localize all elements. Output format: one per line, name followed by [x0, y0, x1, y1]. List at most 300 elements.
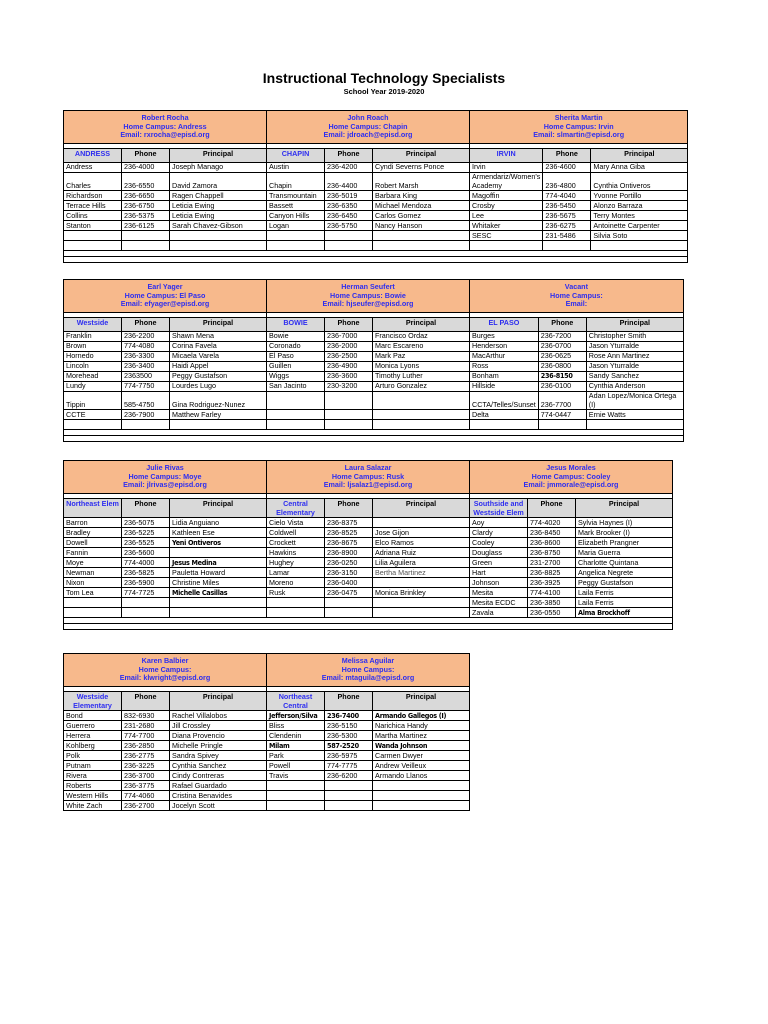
school-cell: Dowell [64, 538, 122, 548]
phone-cell: 236-8150 [538, 372, 586, 382]
specialist-name: Jesus Morales [546, 463, 596, 473]
principal-cell [373, 578, 470, 588]
spacer-cell [64, 624, 673, 630]
principal-cell [586, 420, 683, 430]
phone-cell: 774-4100 [528, 588, 576, 598]
phone-cell [325, 392, 373, 410]
specialist-header [267, 280, 470, 313]
principal-cell [170, 420, 267, 430]
phone-cell: 236-4600 [543, 163, 591, 173]
principal-header: Principal [170, 499, 267, 518]
principal-cell [373, 392, 470, 410]
phone-cell: 236-7700 [538, 392, 586, 410]
school-group-header: ANDRESS [64, 149, 122, 163]
school-cell: Bliss [267, 721, 325, 731]
principal-cell: Cynthia Anderson [586, 382, 683, 392]
principal-cell: Charlotte Quintana [576, 558, 673, 568]
principal-header: Principal [373, 149, 470, 163]
table-row [64, 173, 688, 191]
phone-cell: 236-7200 [538, 332, 586, 342]
phone-cell [325, 598, 373, 608]
phone-cell: 585-4750 [122, 392, 170, 410]
table-row [64, 731, 470, 741]
table-row [64, 801, 470, 811]
principal-cell: Monica Brinkley [373, 588, 470, 598]
principal-cell: Corina Favela [170, 342, 267, 352]
principal-cell: Laila Ferris [576, 598, 673, 608]
school-cell: Clardy [470, 528, 528, 538]
specialist-name: Robert Rocha [141, 113, 189, 123]
phone-cell: 774-4060 [122, 791, 170, 801]
school-cell: Rivera [64, 771, 122, 781]
phone-cell: 236-6275 [543, 221, 591, 231]
table-row [64, 578, 673, 588]
phone-cell: 236-8525 [325, 528, 373, 538]
table-row [64, 598, 673, 608]
principal-cell: Rose Ann Martinez [586, 352, 683, 362]
phone-cell: 236-2200 [122, 332, 170, 342]
school-cell: Mesita ECDC [470, 598, 528, 608]
principal-cell: Marc Escareno [373, 342, 470, 352]
table-row [64, 241, 688, 251]
school-cell: Hawkins [267, 548, 325, 558]
principal-cell: Diana Provencio [170, 731, 267, 741]
school-group-header: Central Elementary [267, 499, 325, 518]
phone-cell: 236-6450 [325, 211, 373, 221]
specialist-section-2 [63, 279, 684, 442]
principal-cell: Arturo Gonzalez [373, 382, 470, 392]
principal-cell: Christine Miles [170, 578, 267, 588]
school-cell: Guillen [267, 362, 325, 372]
principal-cell [373, 791, 470, 801]
principal-cell: Ernie Watts [586, 410, 683, 420]
phone-cell: 230-3200 [325, 382, 373, 392]
school-cell: White Zach [64, 801, 122, 811]
school-cell [64, 420, 122, 430]
principal-cell: Alonzo Barraza [591, 201, 688, 211]
school-cell: Lamar [267, 568, 325, 578]
school-cell: Bradley [64, 528, 122, 538]
phone-cell: 231-2700 [528, 558, 576, 568]
phone-cell [325, 801, 373, 811]
principal-cell: Leticia Ewing [170, 211, 267, 221]
school-cell: Coronado [267, 342, 325, 352]
table-row [64, 332, 684, 342]
table-row [64, 420, 684, 430]
table-row [64, 771, 470, 781]
principal-cell: Michelle Casillas [170, 588, 267, 598]
school-cell: Moye [64, 558, 122, 568]
phone-cell: 236-7900 [122, 410, 170, 420]
specialist-campus: Home Campus: Andress [123, 121, 207, 131]
school-cell: Kohlberg [64, 741, 122, 751]
specialist-email: Email: [565, 299, 588, 309]
phone-cell: 236-8750 [528, 548, 576, 558]
school-cell [64, 608, 122, 618]
principal-cell: Jason Yturralde [586, 362, 683, 372]
principal-header: Principal [170, 149, 267, 163]
school-cell: Putnam [64, 761, 122, 771]
principal-cell: Kathleen Ese [170, 528, 267, 538]
principal-cell: Rachel Villalobos [170, 711, 267, 721]
specialist-name: Herman Seufert [341, 282, 395, 292]
phone-cell: 774-7750 [122, 382, 170, 392]
school-cell: San Jacinto [267, 382, 325, 392]
specialist-header [64, 654, 267, 687]
phone-cell: 236-3600 [325, 372, 373, 382]
school-cell: Coldwell [267, 528, 325, 538]
table-row [64, 372, 684, 382]
school-cell: Hillside [470, 382, 539, 392]
principal-cell: Sarah Chavez-Gibson [170, 221, 267, 231]
phone-cell: 236-8375 [325, 518, 373, 528]
phone-cell: 236-4900 [325, 362, 373, 372]
school-cell: MacArthur [470, 352, 539, 362]
phone-cell: 236-5825 [122, 568, 170, 578]
phone-cell: 236-0700 [538, 342, 586, 352]
school-cell: Burges [470, 332, 539, 342]
directory-table [63, 110, 688, 263]
school-cell: Polk [64, 751, 122, 761]
table-row [64, 548, 673, 558]
phone-cell: 236-2500 [325, 352, 373, 362]
principal-cell: Cristina Benavides [170, 791, 267, 801]
principal-cell: Antoinette Carpenter [591, 221, 688, 231]
table-row [64, 392, 684, 410]
principal-header: Principal [373, 499, 470, 518]
phone-header: Phone [325, 149, 373, 163]
phone-cell: 236-4800 [543, 173, 591, 191]
principal-cell: Carlos Gomez [373, 211, 470, 221]
principal-cell [373, 241, 470, 251]
school-cell: Fannin [64, 548, 122, 558]
school-cell: Andress [64, 163, 122, 173]
school-cell: CCTA/Telles/Sunset [470, 392, 539, 410]
phone-cell: 236-5300 [325, 731, 373, 741]
directory-table [63, 460, 673, 630]
phone-cell: 236-5375 [122, 211, 170, 221]
principal-cell: Elizabeth Prangner [576, 538, 673, 548]
specialist-campus: Home Campus: Moye [128, 471, 202, 481]
phone-cell [325, 241, 373, 251]
directory-table [63, 279, 684, 442]
school-cell: Bowie [267, 332, 325, 342]
school-cell: Guerrero [64, 721, 122, 731]
school-cell: Richardson [64, 191, 122, 201]
specialist-email: Email: jmmorale@episd.org [523, 480, 619, 490]
phone-cell: 231-2680 [122, 721, 170, 731]
specialist-email: Email: ljsalaz1@episd.org [323, 480, 413, 490]
phone-cell [122, 608, 170, 618]
table-row [64, 518, 673, 528]
school-cell: Douglass [470, 548, 528, 558]
phone-cell: 587-2520 [325, 741, 373, 751]
school-cell: Transmountain [267, 191, 325, 201]
school-cell: Newman [64, 568, 122, 578]
specialist-header [64, 111, 267, 144]
principal-header: Principal [170, 318, 267, 332]
phone-cell [543, 241, 591, 251]
school-cell: Moreno [267, 578, 325, 588]
phone-cell [122, 420, 170, 430]
principal-cell: Leticia Ewing [170, 201, 267, 211]
school-cell: Mesita [470, 588, 528, 598]
school-cell: Jefferson/Silva [267, 711, 325, 721]
school-cell [470, 241, 543, 251]
specialist-name: Sherita Martin [554, 113, 603, 123]
principal-cell: Mark Brooker (I) [576, 528, 673, 538]
phone-cell [325, 420, 373, 430]
specialist-campus: Home Campus: El Paso [124, 290, 206, 300]
school-group-header: EL PASO [470, 318, 539, 332]
phone-cell: 832-6930 [122, 711, 170, 721]
table-row [64, 201, 688, 211]
phone-cell: 236-5900 [122, 578, 170, 588]
phone-cell: 236-4200 [325, 163, 373, 173]
table-row [64, 342, 684, 352]
principal-cell: Maria Guerra [576, 548, 673, 558]
phone-cell [325, 410, 373, 420]
principal-cell: Alma Brockhoff [576, 608, 673, 618]
principal-cell: Joseph Manago [170, 163, 267, 173]
phone-cell: 236-8675 [325, 538, 373, 548]
school-cell: Hornedo [64, 352, 122, 362]
principal-cell: Pauletta Howard [170, 568, 267, 578]
school-cell: El Paso [267, 352, 325, 362]
specialist-header [64, 461, 267, 494]
specialist-email: Email: rxrocha@episd.org [120, 130, 210, 140]
school-cell: Whitaker [470, 221, 543, 231]
school-cell: Nixon [64, 578, 122, 588]
school-cell: Powell [267, 761, 325, 771]
specialist-email: Email: jdroach@episd.org [323, 130, 413, 140]
principal-cell [373, 410, 470, 420]
principal-cell: Peggy Gustafson [170, 372, 267, 382]
phone-cell: 774-4080 [122, 342, 170, 352]
school-group-header: Northeast Elem [64, 499, 122, 518]
principal-cell [591, 241, 688, 251]
principal-cell: Peggy Gustafson [576, 578, 673, 588]
phone-cell [122, 598, 170, 608]
principal-cell: Shawn Mena [170, 332, 267, 342]
phone-header: Phone [122, 149, 170, 163]
school-cell: Chapin [267, 173, 325, 191]
phone-header: Phone [528, 499, 576, 518]
specialist-campus: Home Campus: [550, 290, 603, 300]
school-cell: Bassett [267, 201, 325, 211]
principal-cell: Lourdes Lugo [170, 382, 267, 392]
principal-cell: Jesus Medina [170, 558, 267, 568]
table-row [64, 382, 684, 392]
phone-cell: 236-0800 [538, 362, 586, 372]
phone-cell: 236-3400 [122, 362, 170, 372]
phone-cell: 236-7400 [325, 711, 373, 721]
specialist-header [267, 461, 470, 494]
school-cell: Armendariz/Women's Academy [470, 173, 543, 191]
principal-cell: David Zamora [170, 173, 267, 191]
phone-cell: 236-3150 [325, 568, 373, 578]
principal-cell: Cynthia Sanchez [170, 761, 267, 771]
phone-cell: 236-2000 [325, 342, 373, 352]
phone-header: Phone [122, 692, 170, 711]
school-cell [64, 241, 122, 251]
school-cell: Roberts [64, 781, 122, 791]
school-cell [267, 791, 325, 801]
school-cell: Austin [267, 163, 325, 173]
phone-header: Phone [325, 499, 373, 518]
phone-cell [122, 241, 170, 251]
principal-cell [170, 548, 267, 558]
school-cell: Canyon Hills [267, 211, 325, 221]
table-row [64, 568, 673, 578]
table-row [64, 558, 673, 568]
specialist-campus: Home Campus: Cooley [531, 471, 611, 481]
specialist-name: Julie Rivas [146, 463, 184, 473]
phone-cell [538, 420, 586, 430]
school-group-header: Northeast Central [267, 692, 325, 711]
principal-cell: Yeni Ontiveros [170, 538, 267, 548]
phone-cell: 236-3225 [122, 761, 170, 771]
specialist-email: Email: efyager@episd.org [120, 299, 210, 309]
principal-cell [373, 420, 470, 430]
principal-cell: Lilia Aguilera [373, 558, 470, 568]
phone-cell: 236-8450 [528, 528, 576, 538]
principal-cell: Jill Crossley [170, 721, 267, 731]
school-cell: Milam [267, 741, 325, 751]
table-row [64, 221, 688, 231]
school-cell: Henderson [470, 342, 539, 352]
specialist-header [64, 280, 267, 313]
phone-cell: 236-0250 [325, 558, 373, 568]
phone-cell [325, 231, 373, 241]
phone-cell: 236-0400 [325, 578, 373, 588]
school-cell: Charles [64, 173, 122, 191]
specialist-header [470, 111, 688, 144]
specialist-header [267, 654, 470, 687]
phone-header: Phone [325, 318, 373, 332]
school-cell: Delta [470, 410, 539, 420]
specialist-email: Email: klwright@episd.org [119, 673, 211, 683]
principal-cell: Cynthia Ontiveros [591, 173, 688, 191]
school-cell: Morehead [64, 372, 122, 382]
principal-cell: Angelica Negrete [576, 568, 673, 578]
school-cell: Aoy [470, 518, 528, 528]
school-cell [267, 420, 325, 430]
table-row [64, 362, 684, 372]
principal-cell: Robert Marsh [373, 173, 470, 191]
principal-cell: Armando Llanos [373, 771, 470, 781]
principal-cell: Andrew Veilleux [373, 761, 470, 771]
specialist-header [470, 461, 673, 494]
phone-cell: 774-7725 [122, 588, 170, 598]
principal-header: Principal [373, 318, 470, 332]
table-row [64, 231, 688, 241]
principal-cell: Yvonne Portillo [591, 191, 688, 201]
page-subtitle: School Year 2019-2020 [343, 87, 425, 96]
school-cell: Crosby [470, 201, 543, 211]
spacer-cell [64, 436, 684, 442]
specialist-email: Email: hjseufer@episd.org [322, 299, 414, 309]
table-row [64, 711, 470, 721]
school-cell: Wiggs [267, 372, 325, 382]
phone-cell: 236-5675 [543, 211, 591, 221]
page-title: Instructional Technology Specialists [262, 70, 506, 86]
phone-cell [325, 791, 373, 801]
principal-cell: Jason Yturralde [586, 342, 683, 352]
school-cell: CCTE [64, 410, 122, 420]
phone-cell: 236-3775 [122, 781, 170, 791]
principal-cell: Timothy Luther [373, 372, 470, 382]
directory-table [63, 653, 470, 811]
phone-cell: 774-4040 [543, 191, 591, 201]
school-cell: Travis [267, 771, 325, 781]
principal-cell [373, 801, 470, 811]
principal-cell: Bertha Martinez [373, 568, 470, 578]
phone-cell: 236-5075 [122, 518, 170, 528]
school-cell: Crockett [267, 538, 325, 548]
phone-cell: 236-6350 [325, 201, 373, 211]
school-cell: Lee [470, 211, 543, 221]
specialist-name: Laura Salazar [344, 463, 392, 473]
school-cell [267, 410, 325, 420]
school-cell [267, 241, 325, 251]
phone-cell: 236-6125 [122, 221, 170, 231]
school-group-header: Southside and Westside Elem [470, 499, 528, 518]
principal-header: Principal [586, 318, 683, 332]
principal-cell: Terry Montes [591, 211, 688, 221]
table-row [64, 211, 688, 221]
phone-cell: 774-7775 [325, 761, 373, 771]
principal-cell: Martha Martinez [373, 731, 470, 741]
school-cell [267, 231, 325, 241]
principal-cell: Armando Gallegos (I) [373, 711, 470, 721]
table-row [64, 528, 673, 538]
principal-cell: Cindy Contreras [170, 771, 267, 781]
specialist-header [267, 111, 470, 144]
principal-header: Principal [373, 692, 470, 711]
specialist-email: Email: jlrivas@episd.org [123, 480, 207, 490]
phone-cell: 236-5450 [543, 201, 591, 211]
principal-cell: Christopher Smith [586, 332, 683, 342]
principal-cell: Nancy Hanson [373, 221, 470, 231]
principal-cell: Gina Rodriguez-Nunez [170, 392, 267, 410]
principal-cell: Sandy Sanchez [586, 372, 683, 382]
principal-header: Principal [591, 149, 688, 163]
phone-cell: 236-0100 [538, 382, 586, 392]
school-cell [267, 598, 325, 608]
phone-header: Phone [543, 149, 591, 163]
school-cell: Bond [64, 711, 122, 721]
school-cell: Hart [470, 568, 528, 578]
school-cell: Lundy [64, 382, 122, 392]
specialist-campus: Home Campus: [138, 664, 192, 674]
phone-cell: 236-0475 [325, 588, 373, 598]
school-cell: Magoffin [470, 191, 543, 201]
phone-cell: 236-7000 [325, 332, 373, 342]
principal-cell: Michael Mendoza [373, 201, 470, 211]
specialist-name: Vacant [564, 282, 588, 292]
school-cell: Green [470, 558, 528, 568]
phone-cell: 236-5525 [122, 538, 170, 548]
specialist-section-1 [63, 110, 688, 263]
phone-cell: 236-5225 [122, 528, 170, 538]
principal-cell: Micaela Varela [170, 352, 267, 362]
school-cell [470, 420, 539, 430]
principal-cell: Matthew Farley [170, 410, 267, 420]
principal-cell: Jocelyn Scott [170, 801, 267, 811]
specialist-name: Earl Yager [147, 282, 183, 292]
phone-cell [122, 231, 170, 241]
